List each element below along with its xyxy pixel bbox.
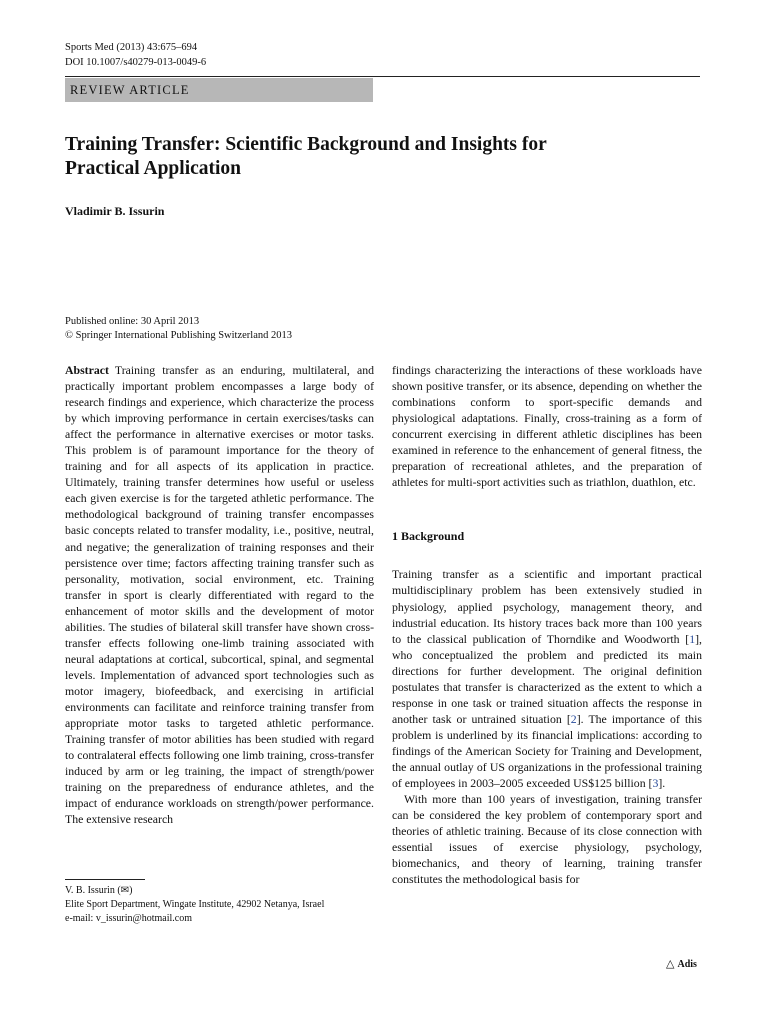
footnote-email[interactable]: e-mail: v_issurin@hotmail.com: [65, 913, 192, 924]
doi: DOI 10.1007/s40279-013-0049-6: [65, 57, 207, 68]
text-run: ]. The importance of this problem is underlined by its financial implications: according to findings of the American Society for Training and Development, the annual outlay of US organizations in the professional training of employees in 2003–2005 exceeded US$125 billion [: [392, 711, 702, 791]
publisher-logo: [666, 957, 697, 970]
abstract-text: Training transfer as an enduring, multilateral, and practically important problem encompasses a large body of research findings and experience, which characterize the process by which improving performance in certain exercises/tasks can affect the performance in alternative exercises or motor tasks. This problem is of paramount importance for the theory of training and for all aspects of its application in practice. Ultimately, training transfer determines how useful or useless each given exercise is for the targeted athletic performance. The methodological background of training transfer encompasses basic concepts related to transfer modality, i.e., positive, neutral, and negative; the generalization of training responses and their persistence over time; factors affecting training transfer such as personality, motivation, social environment, etc. Training transfer in sport is clearly differentiated with regard to the enhancement of motor skills and the development of motor abilities. The studies of bilateral skill transfer have shown cross-transfer effects following one-limb training associated with neural adaptations at cortical, subcortical, spinal, and segmental levels. Implementation of advanced sport technologies such as motor imagery, biofeedback, and exercising in artificial environments can facilitate and reinforce training transfer from appropriate motor tasks to targeted athletic performance. Training transfer of motor abilities has been studied with regard to contralateral effects following one limb training, cross-transfer induced by arm or leg training, the impact of strength/power training on the preparedness of endurance athletes, and the impact of endurance workloads on strength/power performance. The extensive research: [65, 363, 374, 827]
text-run: ], who conceptualized the problem and predicted its main directions for further development. The original definition postulates that transfer is characterized as the extent to which a response in one task or trained situation affects the response in another task or untrained situation [: [392, 631, 702, 726]
journal-meta: [65, 40, 206, 70]
footnote-affiliation: Elite Sport Department, Wingate Institute, 42902 Netanya, Israel: [65, 899, 325, 910]
publication-info: [65, 315, 292, 343]
triangle-icon: △: [666, 958, 675, 970]
text-run: Training transfer as a scientific and important practical multidisciplinary problem has been extensively studied in physiology, applied psychology, management theory, and industrial education. Its history traces back more than 100 years to the classical publication of Thorndike and Woodworth [: [392, 567, 702, 646]
section-label: REVIEW ARTICLE: [65, 78, 373, 102]
text-run: ].: [658, 776, 666, 791]
publisher-name: Adis: [677, 959, 697, 970]
section-heading: 1 Background: [392, 529, 465, 544]
abstract: [65, 362, 374, 827]
left-column: [65, 362, 374, 867]
footnote-author-line: V. B. Issurin (✉): [65, 885, 133, 896]
author-footnote: [65, 884, 324, 926]
journal-citation: Sports Med (2013) 43:675–694: [65, 42, 198, 53]
published-date: Published online: 30 April 2013: [65, 316, 200, 327]
body-paragraph-2: With more than 100 years of investigation, training transfer can be considered the key problem of contemporary sport and theories of athletic training. Because of its close connection with essential issues of exercise physiology, psychology, biomechanics, and theory of learning, training transfer constitutes the methodological basis for: [392, 792, 702, 887]
right-column: [392, 362, 702, 924]
footnote-author: V. B. Issurin: [65, 885, 115, 896]
reference-link[interactable]: 1: [689, 631, 696, 646]
header-rule: [65, 76, 700, 77]
reference-link[interactable]: 2: [570, 711, 577, 726]
envelope-icon: ✉: [120, 885, 130, 896]
reference-link[interactable]: 3: [652, 776, 659, 791]
abstract-continuation: findings characterizing the interactions of these workloads have shown positive transfer, or its absence, depending on whether the combinations conform to sport-specific demands and physiological adaptations. Finally, cross-training as a form of concurrent exercising in different athletic disciplines has been examined in reference to the enhancement of general fitness, the preparation of recreational athletes, and the preparation of athletes for multi-sport activities such as triathlon, duathlon, etc.: [392, 363, 702, 490]
article-title: Training Transfer: Scientific Background and Insights for Practical Application: [65, 134, 547, 179]
footnote-rule: [65, 879, 145, 880]
author-name: Vladimir B. Issurin: [65, 204, 165, 218]
abstract-label: Abstract: [65, 363, 109, 377]
copyright: © Springer International Publishing Switzerland 2013: [65, 330, 292, 341]
body-paragraph-1: [392, 566, 702, 791]
